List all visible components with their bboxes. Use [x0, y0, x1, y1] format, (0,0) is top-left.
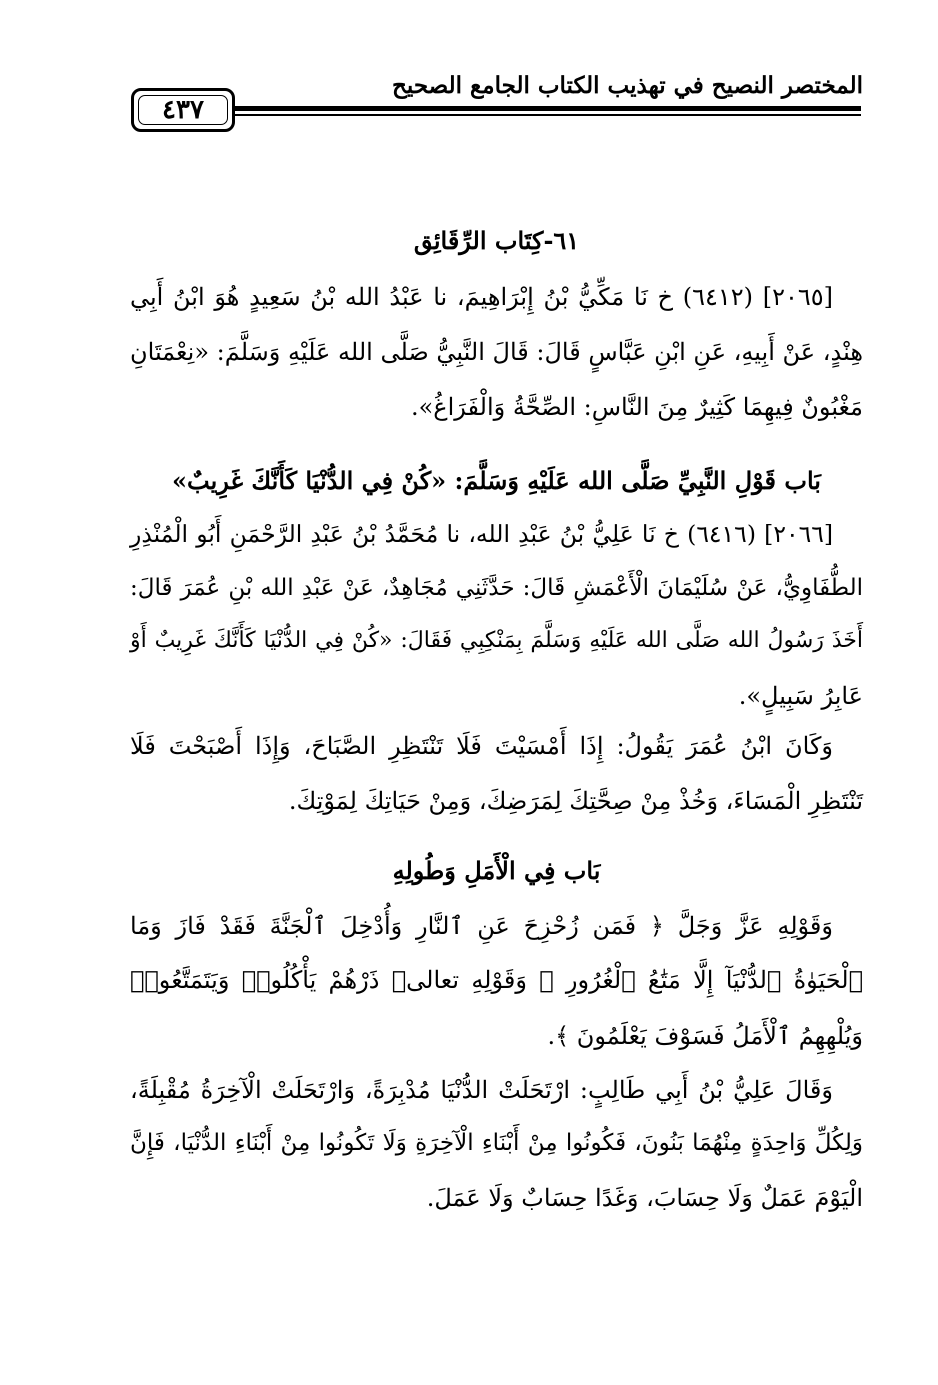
- hadith-2066-line-4: عَابِرُ سَبِيلٍ».: [738, 682, 863, 710]
- amal-line-3: وَيُلْهِهِمُ ٱلْأَمَلُ فَسَوْفَ يَعْلَمُونَ ﴾.: [547, 1022, 863, 1050]
- hadith-2066-line-2: الطُّفَاوِيُّ، عَنْ سُلَيْمَانَ الْأَعْمَشِ قَالَ: حَدَّثَنِي مُجَاهِدٌ، عَنْ عَبْدِ الله بْنِ عُمَرَ قَالَ:: [130, 575, 863, 601]
- header-rule-thin: [232, 114, 861, 116]
- amal-line-1: وَقَوْلِهِ عَزَّ وَجَلَّ ﴿ فَمَن زُحْزِحَ عَنِ ٱلنَّارِ وَأُدْخِلَ ٱلْجَنَّةَ فَقَدْ فَازَ وَمَا: [130, 912, 833, 940]
- hadith-2065-line-3: مَغْبُونٌ فِيهِمَا كَثِيرٌ مِنَ النَّاسِ: الصِّحَّةُ وَالْفَرَاغُ».: [410, 393, 863, 421]
- page-number: ٤٣٧: [131, 88, 235, 132]
- amal-line-4: وَقَالَ عَلِيُّ بْنُ أَبِي طَالِبٍ: ارْتَحَلَتْ الدُّنْيَا مُدْبِرَةً، وَارْتَحَلَتْ الْآخِرَةُ مُقْبِلَةً،: [130, 1076, 833, 1104]
- hadith-2066-line-3: أَخَذَ رَسُولُ الله صَلَّى الله عَلَيْهِ وَسَلَّمَ بِمَنْكِبِي فَقَالَ: «كُنْ فِي الدُّنْيَا كَأَنَّكَ غَرِيبٌ أَوْ: [130, 628, 863, 653]
- header-rule-thick: [232, 106, 861, 111]
- hadith-2065-line-1: [٢٠٦٥] (٦٤١٢) خ نَا مَكِّيُّ بْنُ إِبْرَاهِيمَ، نا عَبْدُ الله بْنُ سَعِيدٍ هُوَ ابْنُ أَبِي: [130, 283, 834, 311]
- book-heading: ٦١-كِتَاب الرِّقَائِق: [413, 226, 580, 255]
- hadith-2065-line-2: هِنْدٍ، عَنْ أَبِيهِ، عَنِ ابْنِ عَبَّاسٍ قَالَ: قَالَ النَّبِيُّ صَلَّى الله عَلَيْهِ وَسَلَّمَ: «نِعْمَتَانِ: [130, 338, 863, 366]
- running-header-title: المختصر النصيح في تهذيب الكتاب الجامع الصحيح: [392, 72, 863, 99]
- hadith-2066-line-5: وَكَانَ ابْنُ عُمَرَ يَقُولُ: إِذَا أَمْسَيْتَ فَلَا تَنْتَظِرِ الصَّبَاحَ، وَإِذَا أَصْبَحْتَ فَلَا: [130, 732, 833, 760]
- hadith-2066-line-6: تَنْتَظِرِ الْمَسَاءَ، وَخُذْ مِنْ صِحَّتِكَ لِمَرَضِكَ، وَمِنْ حَيَاتِكَ لِمَوْتِكَ.: [288, 787, 863, 815]
- chapter-amal-heading: بَاب فِي الْأَمَلِ وَطُولِهِ: [392, 856, 601, 885]
- amal-line-6: الْيَوْمَ عَمَلٌ وَلَا حِسَابَ، وَغَدًا حِسَابٌ وَلَا عَمَلَ.: [426, 1184, 863, 1212]
- chapter-gharib-heading: بَاب قَوْلِ النَّبِيِّ صَلَّى الله عَلَيْهِ وَسَلَّمَ: «كُنْ فِي الدُّنْيَا كَأَنَّكَ غَرِيبٌ»: [172, 466, 821, 495]
- amal-line-5: وَلِكُلِّ وَاحِدَةٍ مِنْهُمَا بَنُونَ، فَكُونُوا مِنْ أَبْنَاءِ الْآخِرَةِ وَلَا تَكُونُوا مِنْ أَبْنَاءِ الدُّنْيَا، فَإِنَّ: [130, 1130, 863, 1156]
- hadith-2066-line-1: [٢٠٦٦] (٦٤١٦) خ نَا عَلِيُّ بْنُ عَبْدِ الله، نا مُحَمَّدُ بْنُ عَبْدِ الرَّحْمَنِ أَبُو الْمُنْذِرِ: [130, 520, 833, 548]
- amal-line-2: ٱلْحَيَوٰةُ ٱلدُّنْيَآ إِلَّا مَتَٰعُ ٱلْغُرُورِ ﴾ وَقَوْلِهِ تعالى﴿ ذَرْهُمْ يَأْكُلُوا۟ وَيَتَمَتَّعُوا۟: [130, 966, 863, 994]
